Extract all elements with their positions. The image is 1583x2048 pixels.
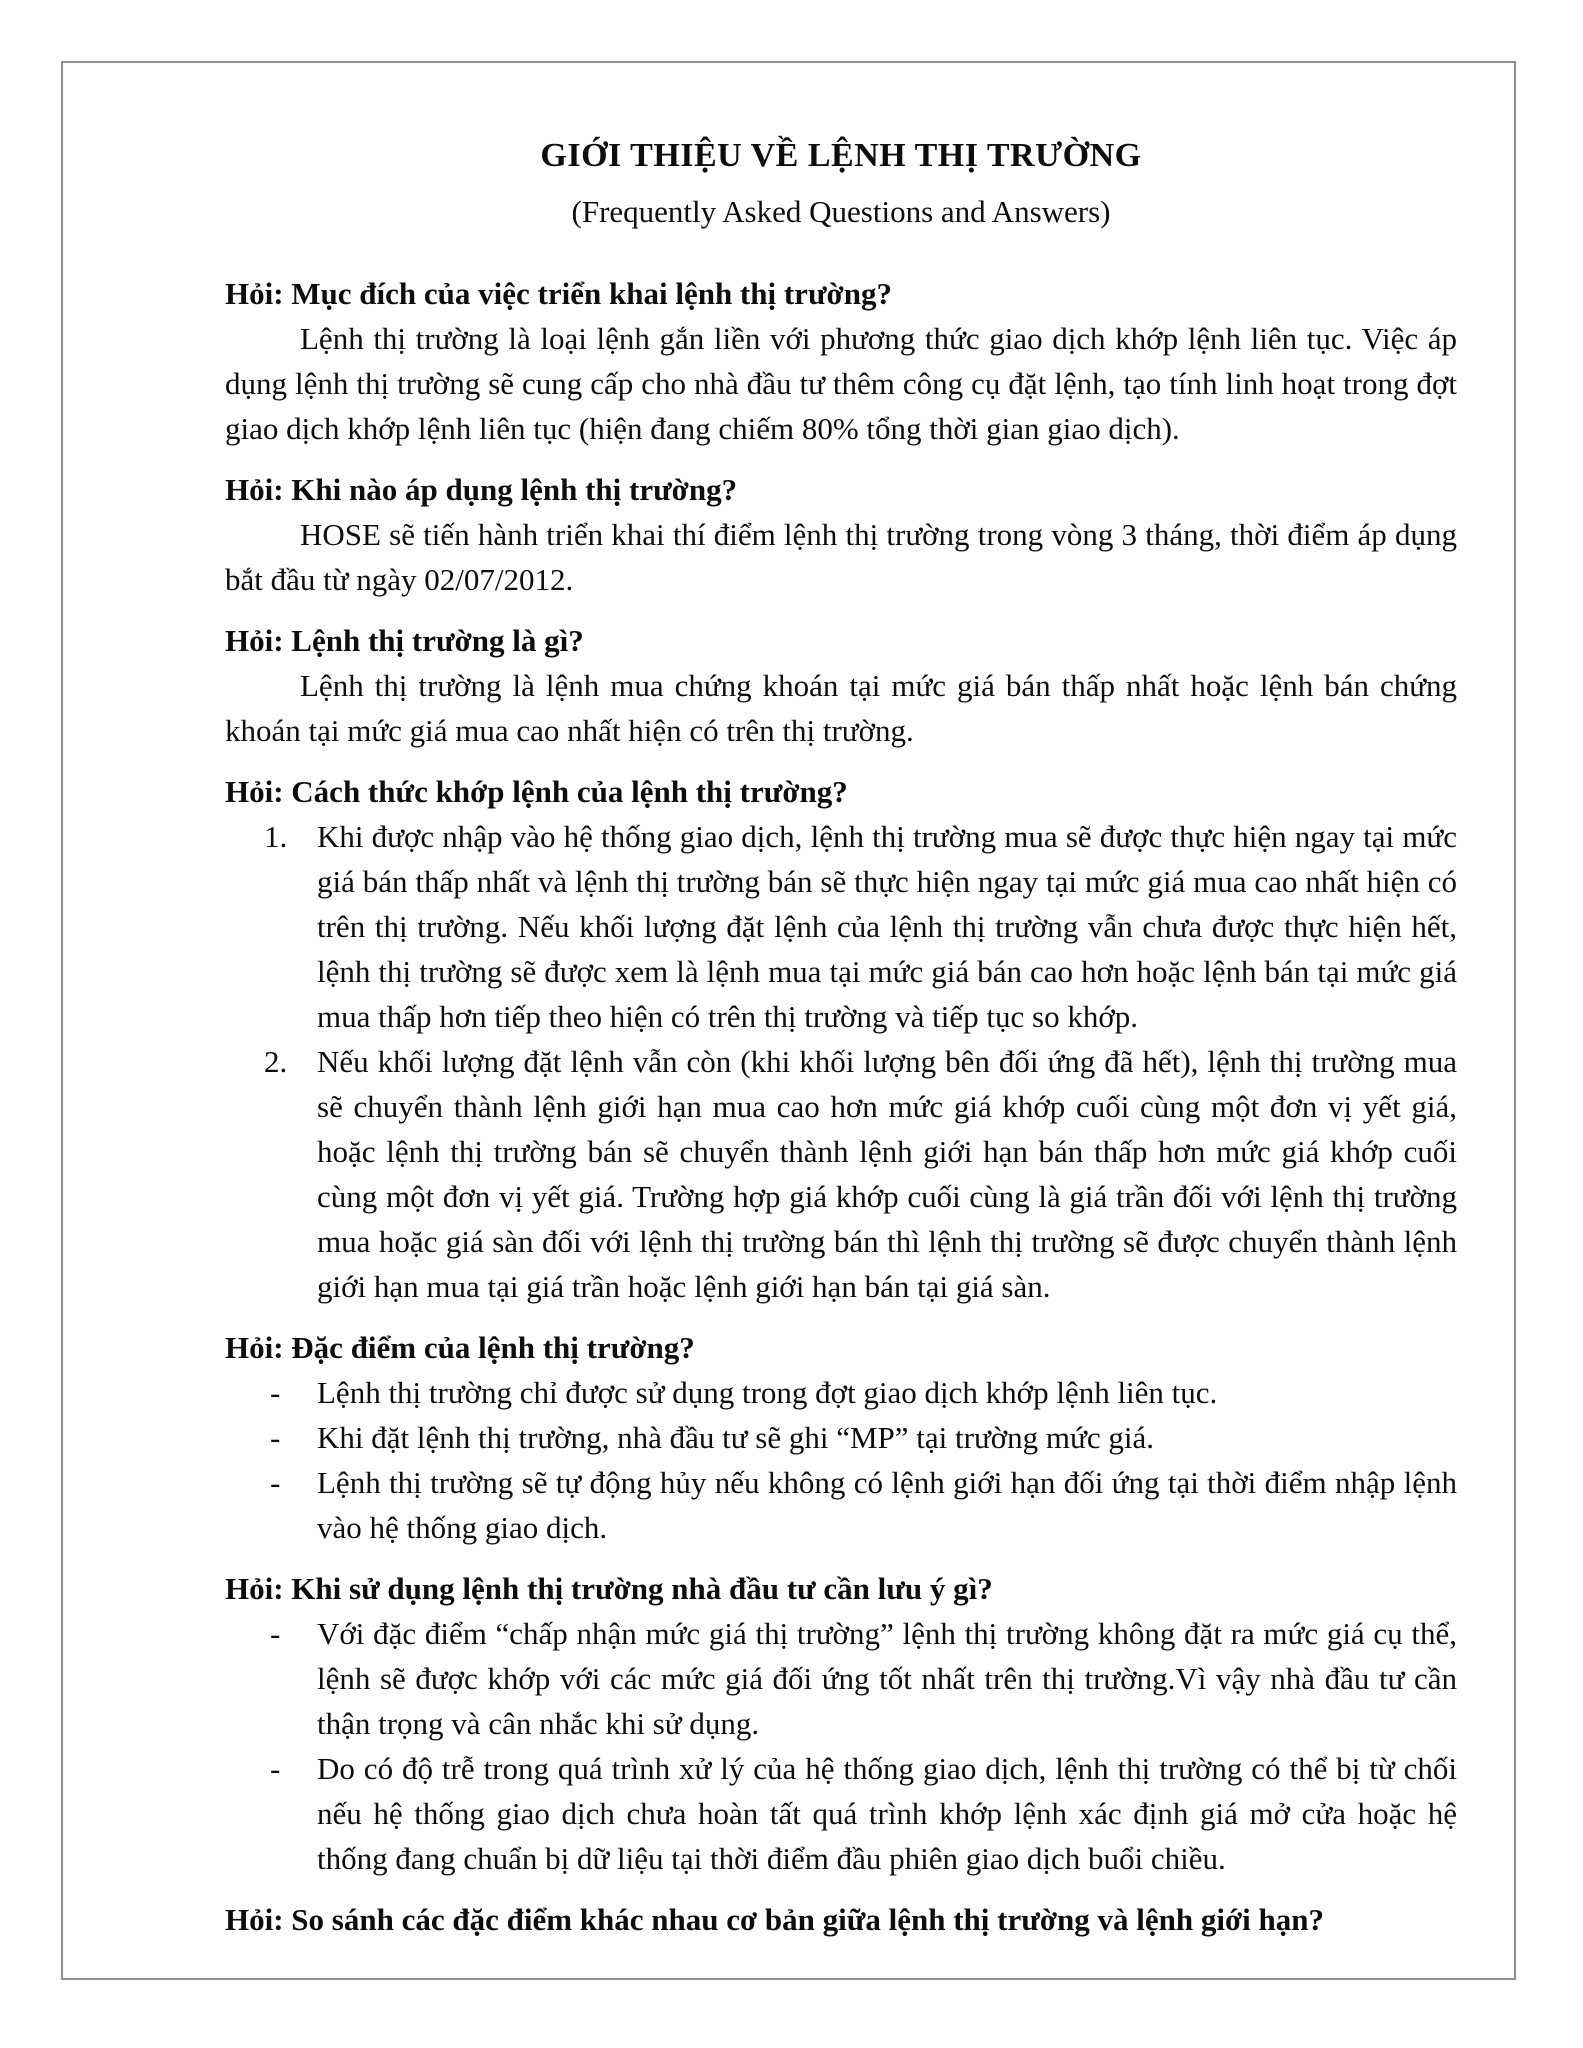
numbered-list: [225, 814, 1457, 1309]
list-item-text: Nếu khối lượng đặt lệnh vẫn còn (khi khối lượng bên đối ứng đã hết), lệnh thị trường mua sẽ chuyển thành lệnh giới hạn mua cao hơn mức giá khớp cuối cùng một đơn vị yết giá, hoặc lệnh thị trường bán sẽ chuyển thành lệnh giới hạn bán thấp hơn mức giá khớp cuối cùng một đơn vị yết giá. Trường hợp giá khớp cuối cùng là giá trần đối với lệnh thị trường mua hoặc giá sàn đối với lệnh thị trường bán thì lệnh thị trường sẽ được chuyển thành lệnh giới hạn mua tại giá trần hoặc lệnh giới hạn bán tại giá sàn.: [317, 1044, 1457, 1304]
list-item: [225, 814, 1457, 1039]
list-item-text: Do có độ trễ trong quá trình xử lý của hệ thống giao dịch, lệnh thị trường có thể bị từ chối nếu hệ thống giao dịch chưa hoàn tất quá trình khớp lệnh xác định giá mở cửa hoặc hệ thống đang chuẩn bị dữ liệu tại thời điểm đầu phiên giao dịch buổi chiều.: [317, 1751, 1457, 1876]
faq-section-matching: [225, 769, 1457, 1309]
faq-section-characteristics: [225, 1325, 1457, 1550]
document-title: GIỚI THIỆU VỀ LỆNH THỊ TRƯỜNG: [540, 137, 1142, 174]
list-item-text: Lệnh thị trường chỉ được sử dụng trong đợt giao dịch khớp lệnh liên tục.: [317, 1375, 1218, 1410]
document-subtitle: (Frequently Asked Questions and Answers): [571, 194, 1111, 229]
question-heading: Hỏi: Khi nào áp dụng lệnh thị trường?: [225, 472, 738, 507]
document-content: [225, 133, 1457, 1942]
dash-list: [225, 1370, 1457, 1550]
question-heading: Hỏi: Khi sử dụng lệnh thị trường nhà đầu tư cần lưu ý gì?: [225, 1571, 993, 1606]
list-item: [225, 1370, 1457, 1415]
answer-paragraph: Lệnh thị trường là lệnh mua chứng khoán tại mức giá bán thấp nhất hoặc lệnh bán chứng khoán tại mức giá mua cao nhất hiện có trên thị trường.: [225, 668, 1457, 748]
list-marker: 1.: [264, 819, 288, 854]
list-item-text: Khi đặt lệnh thị trường, nhà đầu tư sẽ ghi “MP” tại trường mức giá.: [317, 1420, 1154, 1455]
list-item: [225, 1039, 1457, 1309]
faq-section-notes: [225, 1566, 1457, 1881]
faq-section-comparison: [225, 1897, 1457, 1942]
faq-section-purpose: [225, 271, 1457, 451]
list-item-text: Khi được nhập vào hệ thống giao dịch, lệnh thị trường mua sẽ được thực hiện ngay tại mức giá bán thấp nhất và lệnh thị trường bán sẽ thực hiện ngay tại mức giá mua cao nhất hiện có trên thị trường. Nếu khối lượng đặt lệnh của lệnh thị trường vẫn chưa được thực hiện hết, lệnh thị trường sẽ được xem là lệnh mua tại mức giá bán cao hơn hoặc lệnh bán tại mức giá mua thấp hơn tiếp theo hiện có trên thị trường và tiếp tục so khớp.: [317, 819, 1457, 1034]
answer-paragraph: HOSE sẽ tiến hành triển khai thí điểm lệnh thị trường trong vòng 3 tháng, thời điểm áp dụng bắt đầu từ ngày 02/07/2012.: [225, 517, 1457, 597]
list-marker: -: [270, 1751, 281, 1786]
faq-section-definition: [225, 618, 1457, 753]
question-heading: Hỏi: Đặc điểm của lệnh thị trường?: [225, 1330, 695, 1365]
list-marker: 2.: [264, 1044, 288, 1079]
list-marker: -: [270, 1616, 281, 1651]
question-heading: Hỏi: So sánh các đặc điểm khác nhau cơ bản giữa lệnh thị trường và lệnh giới hạn?: [225, 1902, 1324, 1937]
list-item: [225, 1460, 1457, 1550]
page-border: [61, 61, 1516, 1980]
question-heading: Hỏi: Cách thức khớp lệnh của lệnh thị trường?: [225, 774, 848, 809]
list-item-text: Lệnh thị trường sẽ tự động hủy nếu không có lệnh giới hạn đối ứng tại thời điểm nhập lệnh vào hệ thống giao dịch.: [317, 1465, 1457, 1545]
list-item: [225, 1746, 1457, 1881]
question-heading: Hỏi: Lệnh thị trường là gì?: [225, 623, 584, 658]
question-heading: Hỏi: Mục đích của việc triển khai lệnh thị trường?: [225, 276, 892, 311]
faq-section-when: [225, 467, 1457, 602]
list-item: [225, 1611, 1457, 1746]
list-marker: -: [270, 1375, 281, 1410]
list-item: [225, 1415, 1457, 1460]
dash-list: [225, 1611, 1457, 1881]
list-item-text: Với đặc điểm “chấp nhận mức giá thị trường” lệnh thị trường không đặt ra mức giá cụ thể, lệnh sẽ được khớp với các mức giá đối ứng tốt nhất trên thị trường.Vì vậy nhà đầu tư cần thận trọng và cân nhắc khi sử dụng.: [317, 1616, 1457, 1741]
list-marker: -: [270, 1420, 281, 1455]
list-marker: -: [270, 1465, 281, 1500]
answer-paragraph: Lệnh thị trường là loại lệnh gắn liền với phương thức giao dịch khớp lệnh liên tục. Việc áp dụng lệnh thị trường sẽ cung cấp cho nhà đầu tư thêm công cụ đặt lệnh, tạo tính linh hoạt trong đợt giao dịch khớp lệnh liên tục (hiện đang chiếm 80% tổng thời gian giao dịch).: [225, 321, 1457, 446]
